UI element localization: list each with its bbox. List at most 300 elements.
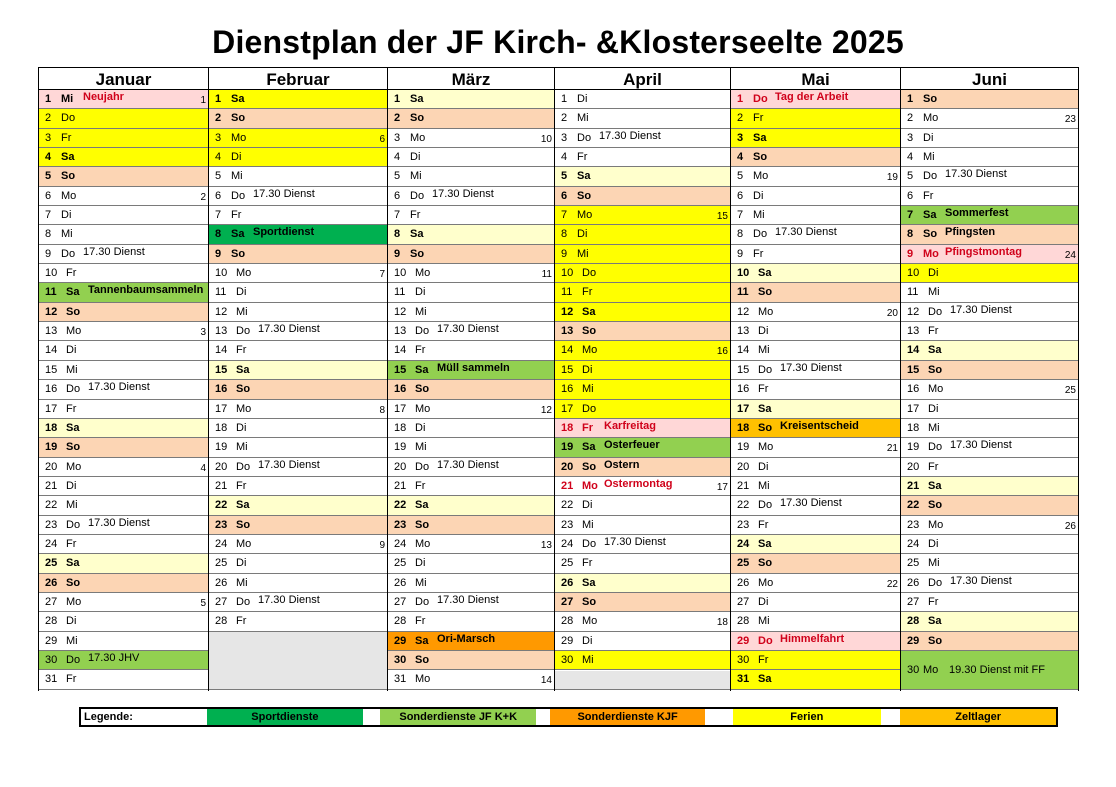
month-column [731,67,901,691]
day-cell[interactable] [731,400,900,419]
weekday: Mi [236,305,248,318]
day-cell[interactable] [901,535,1078,554]
day-cell[interactable] [388,593,554,612]
day-cell[interactable] [731,670,900,689]
weekday: Fr [582,557,593,570]
day-cell[interactable] [388,496,554,515]
day-cell[interactable] [209,187,387,206]
day-cell[interactable] [731,438,900,457]
day-cell[interactable] [901,129,1078,148]
day-cell[interactable] [388,400,554,419]
day-cell[interactable] [901,90,1078,109]
day-cell[interactable] [731,283,900,302]
day-cell[interactable] [901,167,1078,186]
day-cell[interactable] [555,632,730,651]
calendar-week-number: 17 [716,481,728,493]
day-cell[interactable] [555,535,730,554]
day-number: 12 [394,305,407,318]
day-cell[interactable] [731,651,900,670]
day-cell[interactable] [388,90,554,109]
day-cell[interactable] [39,283,208,302]
day-number: 26 [215,576,228,589]
weekday: So [415,518,430,531]
day-cell[interactable] [555,90,730,109]
day-cell[interactable] [209,361,387,380]
day-number: 23 [394,518,407,531]
day-cell[interactable] [901,458,1078,477]
day-number: 3 [737,131,744,144]
event-text: 17.30 Dienst [945,168,1007,181]
day-cell[interactable] [209,419,387,438]
day-cell[interactable] [901,225,1078,244]
day-cell[interactable] [209,206,387,225]
weekday: Mi [231,170,243,183]
weekday: Do [758,499,773,512]
legend-item: Ferien [733,709,881,725]
weekday: Di [415,421,426,434]
day-cell[interactable] [555,245,730,264]
day-number: 3 [45,131,52,144]
day-cell[interactable] [39,400,208,419]
day-cell[interactable] [901,380,1078,399]
day-cell[interactable] [731,187,900,206]
day-cell[interactable] [731,574,900,593]
day-cell[interactable] [388,380,554,399]
day-cell[interactable] [388,148,554,167]
weekday: Di [236,421,247,434]
weekday: So [66,576,81,589]
day-number: 1 [561,93,568,105]
day-cell[interactable] [388,419,554,438]
weekday: Fr [236,615,247,628]
day-cell[interactable] [555,303,730,322]
day-cell[interactable] [209,574,387,593]
day-cell[interactable] [731,225,900,244]
day-number: 8 [394,228,401,241]
day-cell[interactable] [209,516,387,535]
weekday: Sa [928,479,942,492]
day-cell[interactable] [901,361,1078,380]
calendar-week-number: 23 [1064,114,1076,126]
calendar-week-number: 16 [716,346,728,358]
day-cell[interactable] [901,206,1078,225]
weekday: Mo [923,664,939,677]
weekday: Di [66,479,77,492]
day-cell[interactable] [901,245,1078,264]
day-cell[interactable] [731,341,900,360]
day-cell[interactable] [555,264,730,283]
day-cell[interactable] [731,554,900,573]
day-number: 10 [737,267,750,280]
day-number: 24 [737,537,750,550]
day-cell[interactable] [209,496,387,515]
weekday: Sa [66,286,80,299]
day-cell[interactable] [39,593,208,612]
day-number: 14 [215,344,228,357]
weekday: Di [415,557,426,570]
weekday: Di [577,93,588,105]
weekday: Do [582,537,597,550]
day-cell[interactable] [209,167,387,186]
weekday: Fr [582,421,593,434]
day-number: 20 [45,460,58,473]
day-cell[interactable] [39,496,208,515]
day-cell[interactable] [39,341,208,360]
day-cell[interactable] [901,612,1078,631]
day-number: 30 [561,653,574,666]
day-cell[interactable] [731,516,900,535]
day-cell[interactable] [731,419,900,438]
day-cell[interactable] [39,651,208,670]
day-cell[interactable] [39,632,208,651]
day-cell[interactable] [209,322,387,341]
weekday: So [236,518,251,531]
day-cell[interactable] [209,303,387,322]
day-cell[interactable] [555,322,730,341]
day-number: 26 [737,576,750,589]
day-number: 24 [215,537,228,550]
day-cell[interactable] [388,187,554,206]
day-number: 6 [215,189,222,202]
calendar-week-number: 8 [379,404,385,416]
day-cell[interactable] [39,438,208,457]
day-cell[interactable] [731,496,900,515]
weekday: So [582,595,597,608]
day-cell[interactable] [388,167,554,186]
day-cell[interactable] [731,612,900,631]
weekday: Do [928,576,943,589]
day-cell[interactable] [555,458,730,477]
weekday: Di [410,151,421,164]
day-cell[interactable] [209,593,387,612]
weekday: So [923,93,938,105]
day-number: 8 [215,228,222,241]
day-cell[interactable] [555,341,730,360]
day-cell[interactable] [39,245,208,264]
event-text: Ostermontag [604,477,673,490]
day-cell[interactable] [388,477,554,496]
day-cell[interactable] [901,341,1078,360]
day-cell[interactable] [39,322,208,341]
event-text: 17.30 Dienst [780,361,842,374]
day-number: 26 [394,576,407,589]
day-cell[interactable] [555,438,730,457]
day-cell[interactable] [39,535,208,554]
day-number: 8 [45,228,52,241]
weekday: So [66,441,81,454]
day-cell[interactable] [555,167,730,186]
day-cell[interactable] [555,109,730,128]
day-cell[interactable] [901,554,1078,573]
calendar-week-number: 6 [379,133,385,145]
day-cell[interactable] [209,380,387,399]
weekday: Mi [577,247,589,260]
day-cell[interactable] [901,187,1078,206]
day-cell[interactable] [209,109,387,128]
day-number: 15 [215,363,228,376]
event-text: Sportdienst [253,226,315,239]
day-cell[interactable] [209,535,387,554]
event-text: Osterfeuer [604,439,660,452]
day-cell[interactable] [555,612,730,631]
weekday: Di [928,267,939,280]
day-number: 28 [561,615,574,628]
weekday: Sa [410,228,424,241]
day-cell[interactable] [555,187,730,206]
day-cell[interactable] [901,400,1078,419]
day-cell[interactable] [209,400,387,419]
weekday: Mo [928,518,944,531]
day-cell[interactable] [388,535,554,554]
day-cell[interactable] [209,612,387,631]
day-number: 14 [907,344,920,357]
weekday: Do [415,325,430,338]
day-cell[interactable] [555,148,730,167]
day-cell[interactable] [555,129,730,148]
day-cell[interactable] [555,651,730,670]
day-cell[interactable] [39,477,208,496]
day-cell[interactable] [555,516,730,535]
day-number: 17 [45,402,58,415]
month-column [39,67,209,691]
day-cell[interactable] [39,303,208,322]
day-cell[interactable] [555,554,730,573]
calendar-week-number: 12 [540,404,552,416]
day-cell[interactable] [209,554,387,573]
legend-item: Zeltlager [900,709,1056,725]
day-cell[interactable] [388,303,554,322]
day-cell[interactable] [901,303,1078,322]
day-number: 29 [907,634,920,647]
event-text: Ori-Marsch [437,632,496,645]
weekday: Fr [753,112,764,125]
day-cell[interactable] [388,574,554,593]
day-cell[interactable] [388,322,554,341]
day-cell[interactable] [39,129,208,148]
day-cell[interactable] [388,670,554,689]
day-cell[interactable] [731,109,900,128]
day-number: 7 [394,209,401,222]
day-cell[interactable] [731,535,900,554]
day-cell[interactable] [731,632,900,651]
weekday: So [582,325,597,338]
day-cell[interactable] [901,283,1078,302]
day-cell[interactable] [555,380,730,399]
day-cell[interactable] [388,438,554,457]
day-number: 21 [394,479,407,492]
day-number: 30 [394,653,407,666]
day-cell-merged[interactable] [901,651,1078,690]
day-number: 6 [737,189,744,202]
day-number: 10 [215,267,228,280]
weekday: Sa [923,209,937,222]
day-cell[interactable] [209,225,387,244]
day-cell[interactable] [901,438,1078,457]
event-text: 17.30 Dienst [83,245,145,258]
day-cell[interactable] [209,90,387,109]
day-cell[interactable] [731,303,900,322]
day-number: 8 [737,228,744,241]
day-cell[interactable] [731,206,900,225]
day-cell[interactable] [901,322,1078,341]
day-cell[interactable] [209,148,387,167]
day-cell[interactable] [39,167,208,186]
day-number: 28 [45,615,58,628]
day-cell[interactable] [39,264,208,283]
day-cell[interactable] [388,245,554,264]
day-number: 15 [737,363,750,376]
weekday: Do [236,460,251,473]
empty-cell [209,632,387,690]
weekday: Mi [923,151,935,164]
day-cell[interactable] [209,438,387,457]
day-cell[interactable] [555,477,730,496]
legend-spacer [363,709,381,725]
day-cell[interactable] [901,148,1078,167]
weekday: Mi [66,499,78,512]
day-cell[interactable] [731,245,900,264]
day-cell[interactable] [388,612,554,631]
day-number: 5 [907,170,914,183]
day-number: 7 [907,209,914,222]
day-cell[interactable] [731,129,900,148]
day-cell[interactable] [209,129,387,148]
weekday: Mi [582,383,594,396]
day-cell[interactable] [731,361,900,380]
day-cell[interactable] [555,225,730,244]
day-cell[interactable] [901,109,1078,128]
day-cell[interactable] [731,593,900,612]
weekday: Mo [236,537,252,550]
day-cell[interactable] [39,225,208,244]
day-cell[interactable] [39,419,208,438]
day-cell[interactable] [555,574,730,593]
weekday: So [577,189,592,202]
day-cell[interactable] [39,670,208,689]
day-cell[interactable] [209,245,387,264]
day-number: 21 [737,479,750,492]
day-number: 20 [737,460,750,473]
weekday: Sa [577,170,591,183]
day-cell[interactable] [388,109,554,128]
day-cell[interactable] [901,264,1078,283]
day-cell[interactable] [555,496,730,515]
day-cell[interactable] [39,516,208,535]
day-cell[interactable] [901,593,1078,612]
day-cell[interactable] [388,264,554,283]
day-cell[interactable] [901,496,1078,515]
day-cell[interactable] [388,516,554,535]
day-cell[interactable] [39,554,208,573]
weekday: Di [753,189,764,202]
day-cell[interactable] [39,458,208,477]
day-cell[interactable] [39,612,208,631]
weekday: Do [582,267,597,280]
day-cell[interactable] [901,574,1078,593]
day-cell[interactable] [388,361,554,380]
day-cell[interactable] [39,90,208,109]
month-column [388,67,555,691]
day-cell[interactable] [731,264,900,283]
day-cell[interactable] [731,148,900,167]
day-cell[interactable] [731,477,900,496]
day-cell[interactable] [731,167,900,186]
day-cell[interactable] [388,554,554,573]
day-number: 21 [907,479,920,492]
weekday: Mi [236,576,248,589]
weekday: Do [236,325,251,338]
weekday: So [231,112,246,125]
day-cell[interactable] [731,322,900,341]
day-cell[interactable] [555,593,730,612]
day-cell[interactable] [901,477,1078,496]
day-cell[interactable] [555,206,730,225]
day-cell[interactable] [901,632,1078,651]
day-number: 15 [45,363,58,376]
day-cell[interactable] [209,283,387,302]
day-cell[interactable] [388,225,554,244]
day-number: 17 [561,402,574,415]
weekday: Mi [758,479,770,492]
day-cell[interactable] [39,361,208,380]
day-cell[interactable] [388,458,554,477]
day-cell[interactable] [209,458,387,477]
day-cell[interactable] [555,419,730,438]
day-number: 3 [561,131,568,144]
event-text: 17.30 Dienst [437,593,499,606]
day-cell[interactable] [39,380,208,399]
event-text: Pfingstmontag [945,245,1022,258]
day-cell[interactable] [39,109,208,128]
day-cell[interactable] [555,400,730,419]
day-cell[interactable] [39,187,208,206]
legend-item: Sportdienste [207,709,363,725]
day-cell[interactable] [901,419,1078,438]
day-cell[interactable] [39,206,208,225]
day-cell[interactable] [388,283,554,302]
day-cell[interactable] [388,651,554,670]
day-cell[interactable] [209,341,387,360]
day-cell[interactable] [731,458,900,477]
day-cell[interactable] [555,283,730,302]
day-cell[interactable] [388,632,554,651]
day-cell[interactable] [39,574,208,593]
weekday: Mo [415,673,431,686]
day-cell[interactable] [209,477,387,496]
day-number: 29 [561,634,574,647]
day-number: 11 [394,286,406,299]
day-number: 16 [215,383,228,396]
day-cell[interactable] [731,90,900,109]
day-number: 23 [737,518,750,531]
day-cell[interactable] [555,361,730,380]
day-cell[interactable] [209,264,387,283]
calendar-week-number: 4 [200,462,206,474]
day-number: 22 [45,499,58,512]
day-cell[interactable] [731,380,900,399]
day-number: 17 [215,402,228,415]
weekday: Mi [415,576,427,589]
day-cell[interactable] [388,341,554,360]
day-cell[interactable] [39,148,208,167]
weekday: Sa [582,305,596,318]
day-cell[interactable] [388,206,554,225]
day-cell[interactable] [388,129,554,148]
day-number: 25 [561,557,574,570]
weekday: Mi [415,305,427,318]
day-cell[interactable] [901,516,1078,535]
legend-item: Sonderdienste KJF [550,709,706,725]
